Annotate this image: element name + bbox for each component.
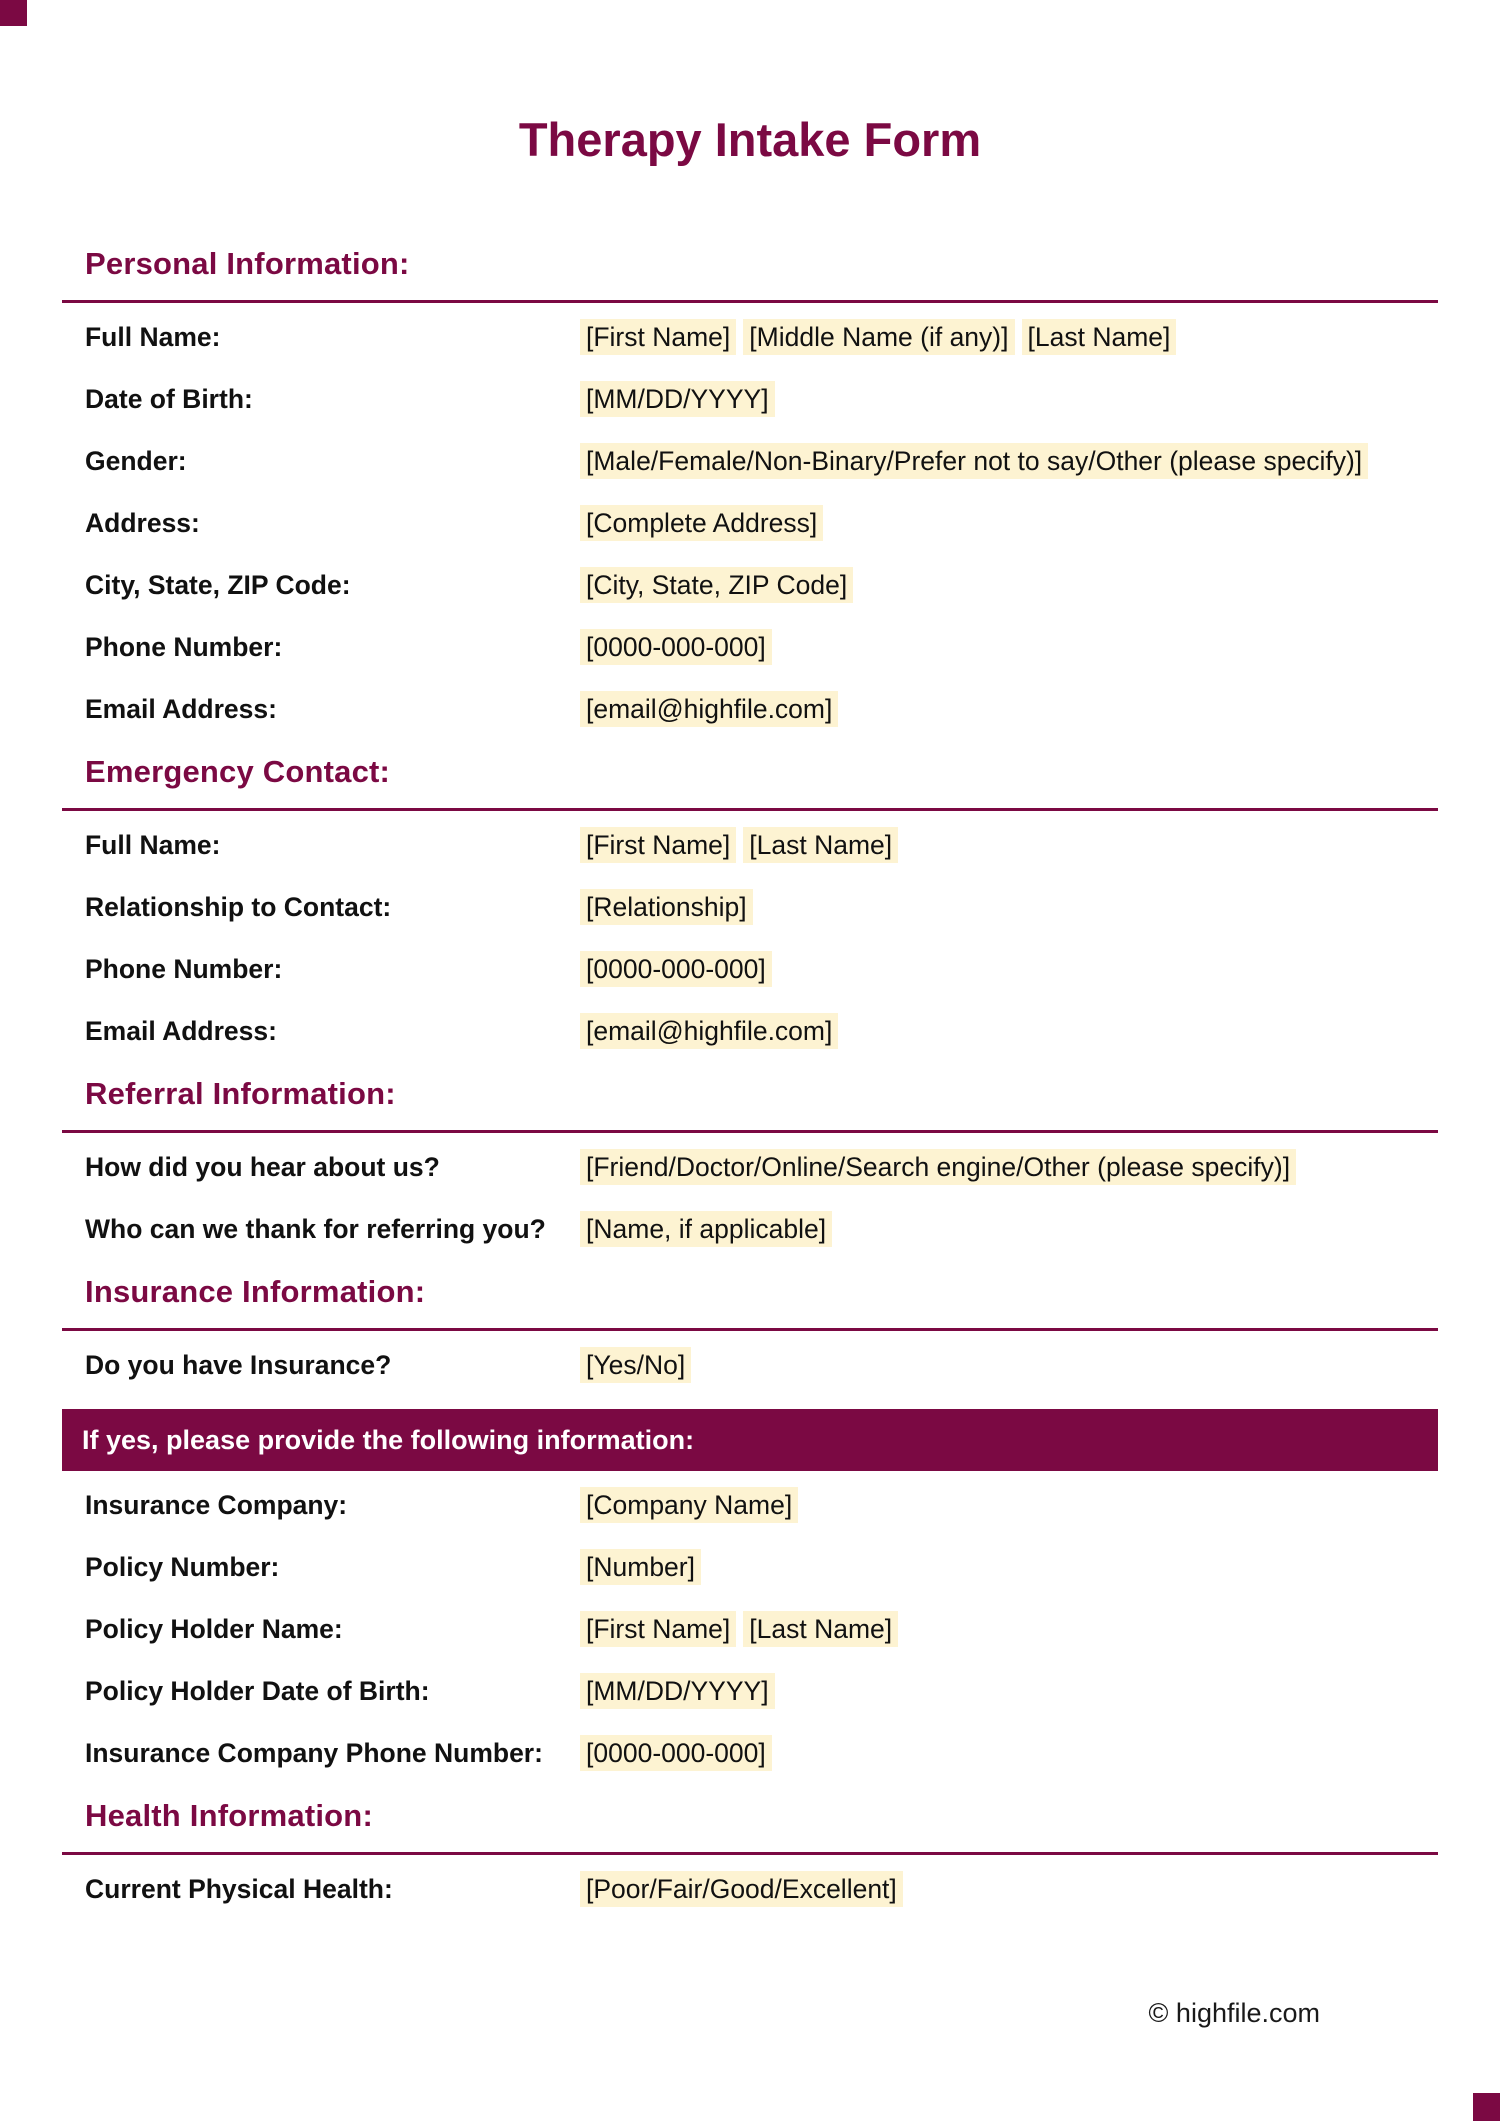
section-heading-emergency-contact: Emergency Contact: xyxy=(85,754,391,789)
field-value-placeholder[interactable]: [Poor/Fair/Good/Excellent] xyxy=(580,1871,903,1907)
form-row-how-did-you-hear-about-us xyxy=(62,1149,1438,1185)
field-values xyxy=(580,1487,805,1523)
field-values xyxy=(580,691,845,727)
field-values xyxy=(580,1611,905,1647)
field-label: City, State, ZIP Code: xyxy=(85,570,351,600)
field-value-placeholder[interactable]: [email@highfile.com] xyxy=(580,691,838,727)
form-section-insurance-information xyxy=(62,1273,1438,1771)
field-value-placeholder[interactable]: [First Name] xyxy=(580,827,736,863)
form-row-email-address xyxy=(62,691,1438,727)
field-label: Address: xyxy=(85,508,200,538)
section-divider xyxy=(62,1130,1438,1133)
field-label: Email Address: xyxy=(85,1016,277,1046)
field-value-placeholder[interactable]: [Company Name] xyxy=(580,1487,798,1523)
field-label: Phone Number: xyxy=(85,954,283,984)
field-values xyxy=(580,827,905,863)
field-label: Policy Holder Name: xyxy=(85,1614,343,1644)
field-values xyxy=(580,505,830,541)
field-value-placeholder[interactable]: [Middle Name (if any)] xyxy=(743,319,1014,355)
section-divider xyxy=(62,1328,1438,1331)
form-row-do-you-have-insurance xyxy=(62,1347,1438,1383)
field-values xyxy=(580,889,760,925)
section-divider xyxy=(62,1852,1438,1855)
field-value-placeholder[interactable]: [Last Name] xyxy=(743,827,898,863)
form-sections xyxy=(62,245,1438,1907)
field-value-placeholder[interactable]: [Male/Female/Non-Binary/Prefer not to say/Other (please specify)] xyxy=(580,443,1368,479)
field-value-placeholder[interactable]: [email@highfile.com] xyxy=(580,1013,838,1049)
section-heading-personal-information: Personal Information: xyxy=(85,246,410,281)
field-values xyxy=(580,1013,845,1049)
field-label: Full Name: xyxy=(85,830,221,860)
form-row-full-name xyxy=(62,319,1438,355)
section-rows xyxy=(62,1871,1438,1907)
form-section-health-information xyxy=(62,1797,1438,1907)
field-value-placeholder[interactable]: [Last Name] xyxy=(743,1611,898,1647)
field-value-placeholder[interactable]: [MM/DD/YYYY] xyxy=(580,381,775,417)
form-row-email-address xyxy=(62,1013,1438,1049)
field-values xyxy=(580,1549,708,1585)
form-section-personal-information xyxy=(62,245,1438,727)
form-row-gender xyxy=(62,443,1438,479)
form-row-address xyxy=(62,505,1438,541)
section-heading-health-information: Health Information: xyxy=(85,1798,373,1833)
section-rows xyxy=(62,1149,1438,1247)
conditional-instruction-banner: If yes, please provide the following information: xyxy=(62,1409,1438,1471)
field-label: Current Physical Health: xyxy=(85,1874,393,1904)
field-value-placeholder[interactable]: [MM/DD/YYYY] xyxy=(580,1673,775,1709)
page-title: Therapy Intake Form xyxy=(518,113,982,166)
field-values xyxy=(580,629,779,665)
field-label: Full Name: xyxy=(85,322,221,352)
corner-accent-top-left xyxy=(0,0,27,26)
section-rows xyxy=(62,827,1438,1049)
form-section-emergency-contact xyxy=(62,753,1438,1049)
form-row-date-of-birth xyxy=(62,381,1438,417)
field-value-placeholder[interactable]: [Friend/Doctor/Online/Search engine/Other (please specify)] xyxy=(580,1149,1296,1185)
field-value-placeholder[interactable]: [Number] xyxy=(580,1549,701,1585)
field-values xyxy=(580,567,860,603)
field-value-placeholder[interactable]: [Complete Address] xyxy=(580,505,823,541)
form-row-insurance-company xyxy=(62,1487,1438,1523)
field-label: Email Address: xyxy=(85,694,277,724)
section-rows xyxy=(62,1347,1438,1771)
field-label: Do you have Insurance? xyxy=(85,1350,392,1380)
section-rows xyxy=(62,319,1438,727)
form-row-relationship-to-contact xyxy=(62,889,1438,925)
form-row-policy-holder-name xyxy=(62,1611,1438,1647)
form-section-referral-information xyxy=(62,1075,1438,1247)
field-label: How did you hear about us? xyxy=(85,1152,440,1182)
field-label: Gender: xyxy=(85,446,187,476)
field-label: Who can we thank for referring you? xyxy=(85,1214,546,1244)
section-divider xyxy=(62,300,1438,303)
field-values xyxy=(580,1735,779,1771)
form-row-city-state-zip-code xyxy=(62,567,1438,603)
field-value-placeholder[interactable]: [Name, if applicable] xyxy=(580,1211,832,1247)
section-heading-referral-information: Referral Information: xyxy=(85,1076,396,1111)
field-value-placeholder[interactable]: [0000-000-000] xyxy=(580,629,772,665)
field-label: Policy Number: xyxy=(85,1552,280,1582)
field-values xyxy=(580,1211,839,1247)
section-heading-insurance-information: Insurance Information: xyxy=(85,1274,426,1309)
field-values xyxy=(580,1673,782,1709)
field-values xyxy=(580,1149,1303,1185)
form-row-full-name xyxy=(62,827,1438,863)
field-value-placeholder[interactable]: [Yes/No] xyxy=(580,1347,691,1383)
field-label: Phone Number: xyxy=(85,632,283,662)
form-row-current-physical-health xyxy=(62,1871,1438,1907)
form-row-phone-number xyxy=(62,629,1438,665)
footer-credit: © highfile.com xyxy=(1148,1998,1320,2028)
field-value-placeholder[interactable]: [Relationship] xyxy=(580,889,753,925)
document-body xyxy=(62,0,1438,1933)
field-label: Date of Birth: xyxy=(85,384,253,414)
form-row-policy-holder-date-of-birth xyxy=(62,1673,1438,1709)
field-values xyxy=(580,1347,698,1383)
field-values xyxy=(580,443,1375,479)
form-row-who-can-we-thank-for-referring-you xyxy=(62,1211,1438,1247)
section-divider xyxy=(62,808,1438,811)
field-label: Insurance Company: xyxy=(85,1490,348,1520)
field-values xyxy=(580,951,779,987)
corner-accent-bottom-right xyxy=(1473,2093,1500,2121)
field-value-placeholder[interactable]: [0000-000-000] xyxy=(580,951,772,987)
form-row-insurance-company-phone-number xyxy=(62,1735,1438,1771)
form-row-policy-number xyxy=(62,1549,1438,1585)
field-values xyxy=(580,1871,910,1907)
field-value-placeholder[interactable]: [First Name] xyxy=(580,319,736,355)
field-values xyxy=(580,319,1183,355)
field-values xyxy=(580,381,782,417)
field-label: Insurance Company Phone Number: xyxy=(85,1738,543,1768)
field-value-placeholder[interactable]: [City, State, ZIP Code] xyxy=(580,567,853,603)
field-value-placeholder[interactable]: [First Name] xyxy=(580,1611,736,1647)
field-value-placeholder[interactable]: [0000-000-000] xyxy=(580,1735,772,1771)
field-label: Relationship to Contact: xyxy=(85,892,392,922)
field-value-placeholder[interactable]: [Last Name] xyxy=(1022,319,1177,355)
form-row-phone-number xyxy=(62,951,1438,987)
field-label: Policy Holder Date of Birth: xyxy=(85,1676,430,1706)
